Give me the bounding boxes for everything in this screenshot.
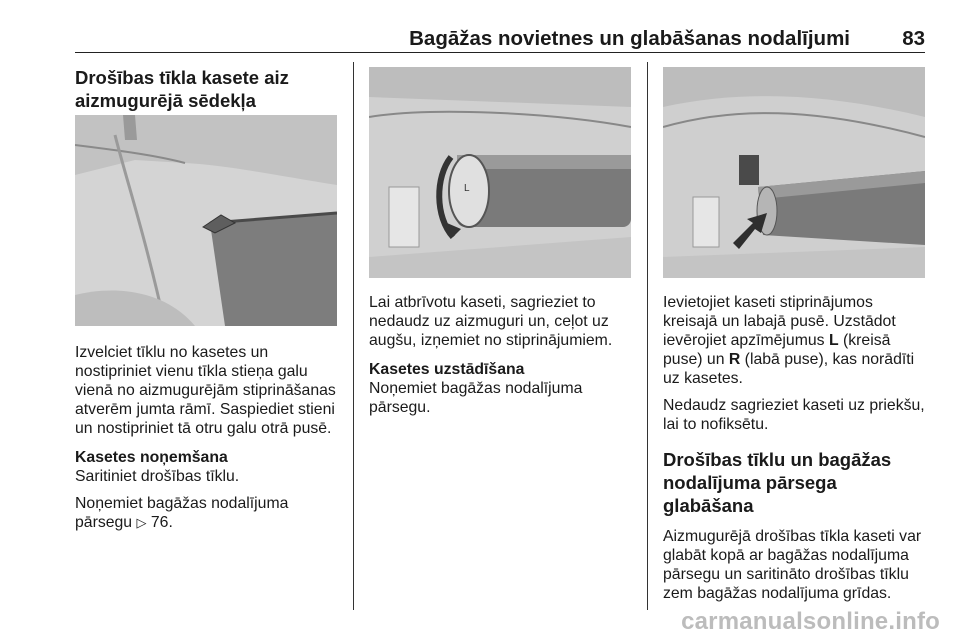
page-reference-link[interactable]: 76. bbox=[150, 514, 173, 531]
section-title-storage: Drošības tīklu un bagāžas nodalījuma pārsega glabāšana bbox=[663, 449, 892, 516]
column-1 bbox=[75, 66, 345, 112]
paragraph: Noņemiet bagāžas nodalījuma pārsegu. bbox=[369, 380, 583, 416]
paragraph: Nedaudz sagrieziet kaseti uz priekšu, lai to nofiksētu. bbox=[663, 397, 925, 433]
watermark: carmanualsonline.info bbox=[681, 608, 940, 635]
paragraph bbox=[663, 293, 928, 388]
page-number: 83 bbox=[902, 27, 925, 50]
label-right-marker: R bbox=[728, 351, 741, 368]
column-divider-2 bbox=[647, 62, 648, 610]
paragraph: Izvelciet tīklu no kasetes un nostipriniet vienu tīkla stieņa galu vienā no aizmugurējām stiprināšanas atverēm jumta rāmī. Saspiediet stieni un nostipriniet tā otru galu otrā pusē. bbox=[75, 344, 336, 437]
label-left-marker: L bbox=[828, 332, 839, 349]
figure-net-cassette-mount bbox=[75, 115, 337, 326]
subheading-removal: Kasetes noņemšana bbox=[75, 449, 228, 466]
paragraph: Saritiniet drošības tīklu. bbox=[75, 468, 240, 485]
step-text: Noņemiet bagāžas nodalījuma pārsegu bbox=[75, 495, 289, 531]
text: (kreisā puse) un bbox=[663, 332, 891, 368]
paragraph: Aizmugurējā drošības tīkla kaseti var glabāt kopā ar bagāžas nodalījuma pārsegu un saritināto drošības tīklu zem bagāžas nodalījuma grīdas. bbox=[663, 528, 922, 602]
text: (labā puse), kas norādīti uz kasetes. bbox=[663, 351, 915, 387]
section-title: Drošības tīkla kasete aiz aizmugurējā sēdekļa bbox=[75, 67, 289, 111]
text: Ievietojiet kaseti stiprinājumos kreisajā un labajā pusē. Uzstādot ievērojiet apzīmējumus bbox=[663, 294, 896, 349]
paragraph: Lai atbrīvotu kaseti, sagrieziet to nedaudz uz aizmuguri un, ceļot uz augšu, izņemiet no stiprinājumiem. bbox=[369, 294, 613, 349]
page-header-title: Bagāžas novietnes un glabāšanas nodalījumi bbox=[409, 27, 850, 50]
column-2-body bbox=[369, 293, 634, 425]
cassette-label-l: L bbox=[464, 183, 470, 194]
figure-cassette-insert bbox=[663, 67, 925, 278]
subheading-installation: Kasetes uzstādīšana bbox=[369, 361, 525, 378]
column-divider-1 bbox=[353, 62, 354, 610]
paragraph bbox=[75, 494, 345, 532]
header-rule bbox=[75, 52, 925, 53]
column-1-body bbox=[75, 343, 345, 540]
column-3-body bbox=[663, 293, 928, 611]
triangle-right-ref-icon: ▷ bbox=[136, 515, 147, 530]
figure-cassette-rotate bbox=[369, 67, 631, 278]
